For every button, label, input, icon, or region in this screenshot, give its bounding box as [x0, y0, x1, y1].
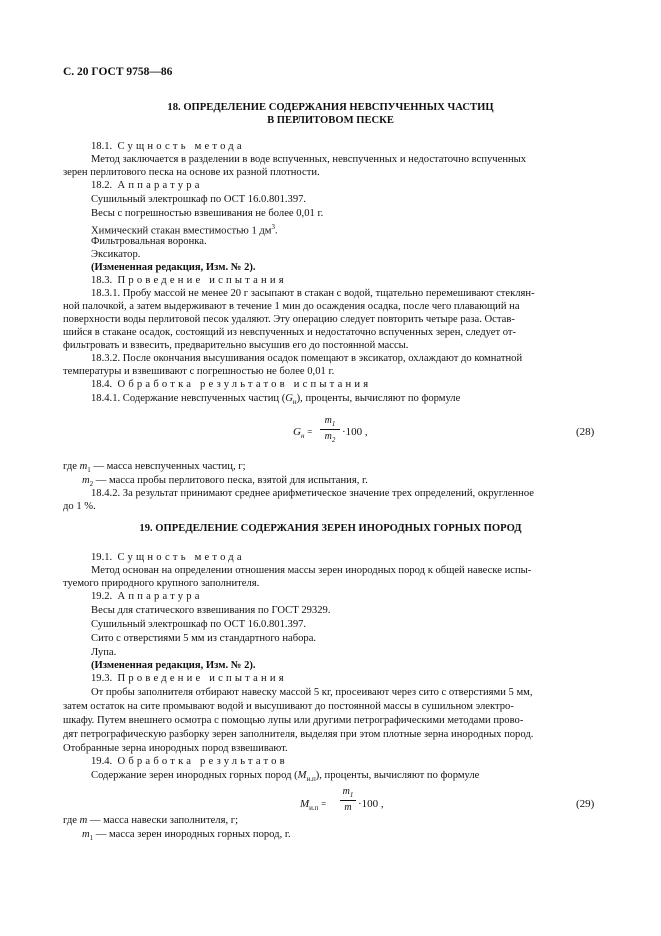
- apparatus-item: Весы для статического взвешивания по ГОСТ 29329.: [91, 605, 331, 616]
- sub: 2: [331, 436, 336, 444]
- paragraph-line: туемого природного крупного заполнителя.: [63, 578, 260, 589]
- clause-number: 18.1.: [91, 141, 113, 152]
- clause-title: Обработка результатов: [117, 756, 288, 767]
- paragraph-line: зерен перлитового песка на основе их разной плотности.: [63, 167, 320, 178]
- apparatus-item: Фильтровальная воронка.: [91, 236, 207, 247]
- text: ), проценты, вычисляют по формуле: [296, 393, 461, 404]
- text: — масса зерен инородных горных пород, г.: [93, 829, 291, 840]
- paragraph-line: затем остаток на сите промывают водой и высушивают до постоянной массы в сушильном электро-: [63, 701, 514, 712]
- apparatus-item: Эксикатор.: [91, 249, 141, 260]
- page-header: С. 20 ГОСТ 9758—86: [63, 66, 173, 78]
- var: m: [324, 431, 332, 442]
- clause-number: 18.3.: [91, 275, 113, 286]
- clause-title: Сущность метода: [117, 141, 245, 152]
- clause-title: Аппаратура: [117, 180, 203, 191]
- equation-28-rest: ·100 ,: [342, 426, 368, 438]
- superscript: 3: [271, 223, 276, 231]
- clause-19-3-heading: [91, 672, 287, 685]
- text: — масса пробы перлитового песка, взятой для испытания, г.: [93, 475, 368, 486]
- fraction-bar: [340, 800, 356, 801]
- apparatus-text: Химический стакан вместимостью 1 дм: [91, 225, 272, 237]
- apparatus-item: Весы с погрешностью взвешивания не более 0,01 г.: [91, 208, 324, 219]
- text: Содержание зерен инородных горных пород (: [91, 770, 298, 781]
- subscript: 1: [87, 466, 91, 475]
- equals-sign: =: [307, 427, 313, 437]
- subscript: 2: [89, 480, 94, 489]
- clause-18-3-heading: [91, 274, 287, 287]
- paragraph-line: Метод заключается в разделении в воде вспученных, невспученных и недостаточно вспученных: [91, 154, 527, 165]
- equation-28-number: (28): [576, 426, 595, 438]
- text: — масса невспученных частиц, г;: [90, 461, 246, 472]
- equation-28-fraction: [320, 415, 340, 444]
- clause-18-2-heading: [91, 179, 203, 192]
- equation-29-fraction: [340, 786, 356, 813]
- apparatus-item: Сушильный электрошкаф по ОСТ 16.0.801.397.: [91, 194, 307, 205]
- text: где: [63, 815, 80, 826]
- clause-title: Сущность метода: [117, 552, 245, 563]
- equation-29-lhs: [300, 798, 326, 812]
- subscript: и.п: [309, 804, 319, 813]
- clause-number: 19.3.: [91, 673, 113, 684]
- section-18-title-line-1: 18. ОПРЕДЕЛЕНИЕ СОДЕРЖАНИЯ НЕВСПУЧЕННЫХ ЧАСТИЦ: [167, 102, 494, 113]
- section-19-title: 19. ОПРЕДЕЛЕНИЕ СОДЕРЖАНИЯ ЗЕРЕН ИНОРОДНЫХ ГОРНЫХ ПОРОД: [139, 523, 522, 534]
- equation-28-lhs: [293, 426, 312, 440]
- paragraph-line: Отобранные зерна инородных пород взвешивают.: [63, 743, 288, 754]
- paragraph-line: Метод основан на определении отношения массы зерен инородных пород к общей навеске испы-: [91, 565, 532, 576]
- clause-19-1-heading: [91, 551, 245, 564]
- subscript: 1: [89, 834, 94, 843]
- fraction-bar: [320, 429, 340, 430]
- clause-number: 19.1.: [91, 552, 113, 563]
- variable: m: [82, 475, 90, 486]
- clause-title: Проведение испытания: [117, 673, 287, 684]
- paragraph-line: ной палочкой, а затем выдерживают в течение 1 мин до осаждения осадка, после чего плавающий на: [63, 301, 520, 312]
- where-line-2: [82, 828, 291, 845]
- variable: m: [82, 829, 90, 840]
- paragraph-line: температуры и взвешивают с погрешностью не более 0,01 г.: [63, 366, 335, 377]
- paragraph-line: фильтровать и взвесить, предварительно высушив его до постоянной массы.: [63, 340, 409, 351]
- clause-19-2-heading: [91, 590, 203, 603]
- paragraph-line: От пробы заполнителя отбирают навеску массой 5 кг, просеивают через сито с отверстиями 5 мм,: [91, 687, 533, 698]
- var: m: [324, 415, 332, 426]
- apparatus-item: Сито с отверстиями 5 мм из стандартного набора.: [91, 633, 317, 644]
- amendment-note: (Измененная редакция, Изм. № 2).: [91, 660, 256, 671]
- sub: 1: [331, 420, 336, 428]
- variable: M: [300, 798, 310, 810]
- subscript: и.п: [306, 775, 316, 784]
- variable: m: [79, 815, 88, 826]
- text: ), проценты, вычисляют по формуле: [315, 770, 480, 781]
- apparatus-text-end: .: [275, 225, 278, 237]
- apparatus-item: Лупа.: [91, 647, 117, 658]
- variable: M: [297, 770, 307, 781]
- where-line-1: [63, 814, 238, 827]
- denominator: [320, 431, 340, 444]
- clause-18-1-heading: [91, 140, 245, 153]
- paragraph-line: шкафу. Путем внешнего осмотра с помощью лупы или другими петрографическими методами прово-: [63, 715, 524, 726]
- numerator: [340, 786, 356, 799]
- paragraph-line: 18.4.2. За результат принимают среднее арифметическое значение трех определений, округленное: [91, 488, 534, 499]
- paragraph-line: дят петрографическую разборку зерен заполнителя, выделяя при этом плотные зерна инородных пород.: [63, 729, 534, 740]
- paragraph-line: шийся в стакане осадок, состоящий из невспученных и недостаточно вспученных зерен, следует от-: [63, 327, 517, 338]
- paragraph-line: [91, 769, 479, 786]
- clause-title: Проведение испытания: [117, 275, 287, 286]
- subscript: н: [292, 398, 297, 407]
- sub: 1: [349, 791, 354, 799]
- paragraph-line: 18.3.2. После окончания высушивания осадок помещают в эксикатор, охлаждают до комнатной: [91, 353, 523, 364]
- text: 18.4.1. Содержание невспученных частиц (: [91, 393, 286, 404]
- text: — масса навески заполнителя, г;: [87, 815, 239, 826]
- clause-number: 19.2.: [91, 591, 113, 602]
- paragraph-line: [91, 392, 460, 409]
- equals-sign: =: [321, 799, 327, 809]
- clause-18-4-heading: [91, 378, 371, 391]
- equation-29-rest: ·100 ,: [358, 798, 384, 810]
- clause-title: Обработка результатов испытания: [117, 379, 372, 390]
- clause-19-4-heading: [91, 755, 288, 768]
- clause-number: 18.4.: [91, 379, 113, 390]
- text: где: [63, 461, 80, 472]
- denominator: [340, 802, 356, 813]
- variable: m: [79, 461, 88, 472]
- var: m: [342, 786, 350, 797]
- clause-number: 19.4.: [91, 756, 113, 767]
- section-18-title-line-2: В ПЕРЛИТОВОМ ПЕСКЕ: [267, 115, 394, 126]
- variable: G: [285, 393, 293, 404]
- subscript: н: [300, 432, 305, 441]
- equation-29-number: (29): [576, 798, 595, 810]
- clause-title: Аппаратура: [117, 591, 203, 602]
- paragraph-line: поверхности воды перлитовой песок удаляют. Эту операцию следует повторить четыре раза. Остав-: [63, 314, 515, 325]
- numerator: [320, 415, 340, 428]
- var: m: [344, 802, 352, 813]
- variable: G: [293, 426, 301, 438]
- paragraph-line: 18.3.1. Пробу массой не менее 20 г засыпают в стакан с водой, тщательно перемешивают стеклян-: [91, 288, 535, 299]
- apparatus-item: Сушильный электрошкаф по ОСТ 16.0.801.397.: [91, 619, 307, 630]
- clause-number: 18.2.: [91, 180, 113, 191]
- paragraph-line: до 1 %.: [63, 501, 96, 512]
- amendment-note: (Измененная редакция, Изм. № 2).: [91, 262, 256, 273]
